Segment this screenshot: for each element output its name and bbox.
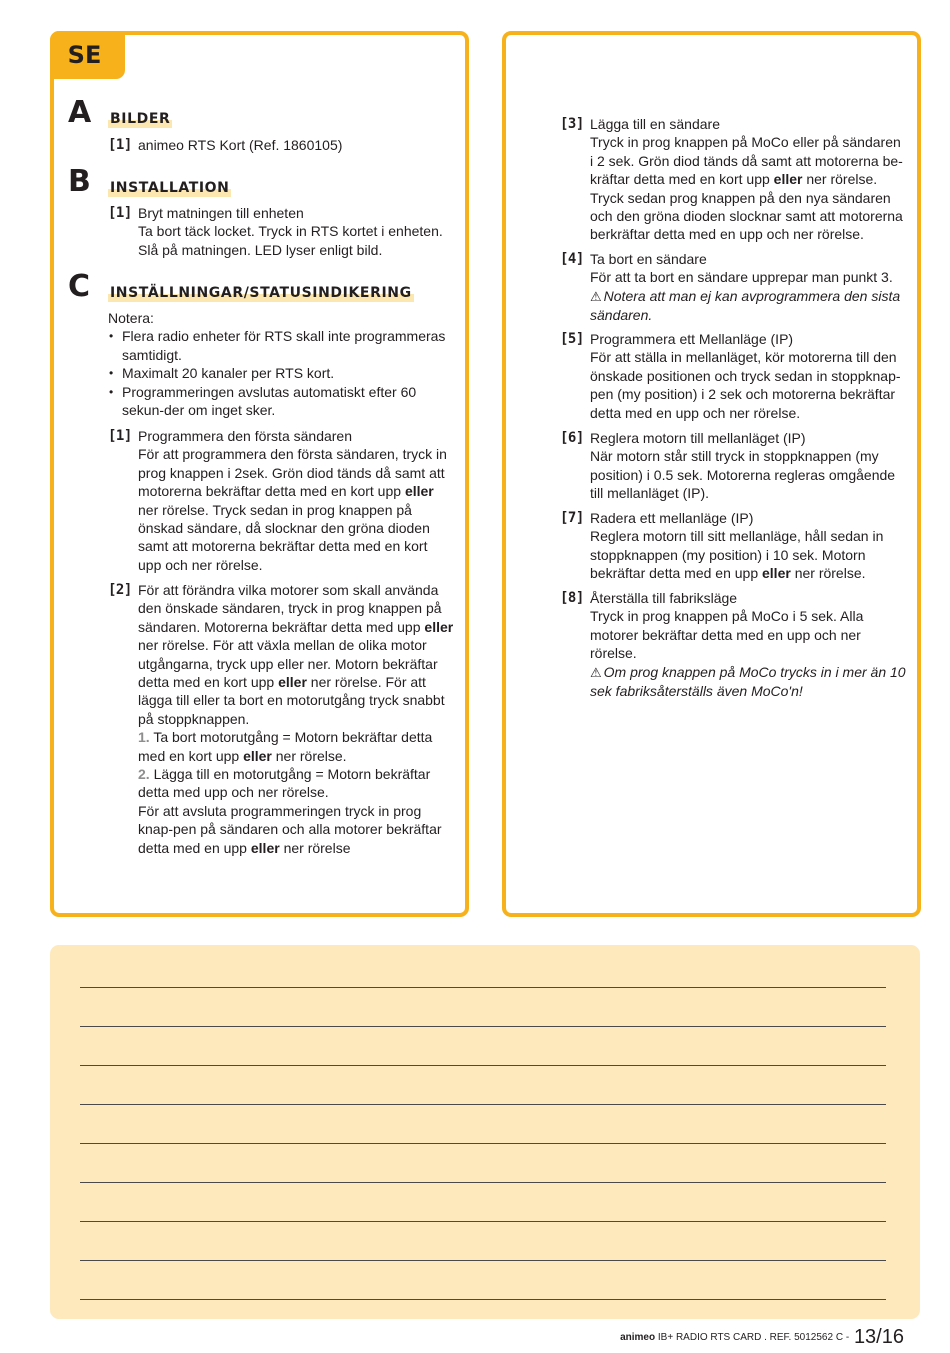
item-title: Lägga till en sändare bbox=[590, 116, 720, 132]
sub-item: 1. Ta bort motorutgång = Motorn bekräftar detta med en kort upp eller ner rörelse. bbox=[138, 729, 433, 764]
item-title: Reglera motorn till mellanläget (IP) bbox=[590, 430, 806, 446]
note-line bbox=[80, 1143, 886, 1144]
item-number: [3] bbox=[560, 116, 584, 132]
warning-note: ⚠ Notera att man ej kan avprogrammera den sista sändaren. bbox=[590, 287, 901, 324]
text-line: Slå på matningen. LED lyser enligt bild. bbox=[138, 241, 383, 258]
note-line bbox=[80, 1104, 886, 1105]
note-line bbox=[80, 1182, 886, 1183]
item-body: Tryck in prog knappen på MoCo i 5 sek. Alla motorer bekräftar detta med en upp och ner rörelse. bbox=[590, 608, 864, 662]
item-number: [1] bbox=[108, 137, 132, 153]
section-c-title: INSTÄLLNINGAR/STATUSINDIKERING bbox=[110, 285, 412, 301]
section-b-letter: B bbox=[68, 164, 91, 199]
section-c-letter: C bbox=[68, 269, 91, 304]
item-text bbox=[590, 429, 906, 503]
item-text bbox=[138, 204, 458, 259]
section-a-title: BILDER bbox=[110, 111, 171, 127]
bullet-list bbox=[108, 327, 453, 419]
language-tab: SE bbox=[50, 31, 125, 79]
item-title: Programmera den första sändaren bbox=[138, 428, 352, 444]
warning-icon: ⚠ bbox=[590, 288, 602, 304]
item-body: För att ställa in mellanläget, kör motorerna till den önskade positionen och tryck sedan in stoppknap-pen (my position) i 2 sek och motorerna bekräftar detta med en upp och ner rörelse. bbox=[590, 349, 901, 421]
item-text: animeo RTS Kort (Ref. 1860105) bbox=[138, 137, 343, 153]
item-number: [8] bbox=[560, 590, 584, 606]
note-line bbox=[80, 1065, 886, 1066]
text-line: Ta bort täck locket. Tryck in RTS kortet i enheten. bbox=[138, 223, 443, 240]
note-line bbox=[80, 1260, 886, 1261]
item-body: För att förändra vilka motorer som skall använda den önskade sändaren, tryck in prog knappen på sändaren. Motorerna bekräftar detta med upp eller ner rörelse. För att växla mellan de olika motor utgångarna, tryck upp eller ner. Motorn bekräftar detta med en kort upp eller ner rörelse. För att lägga till eller ta bort en motorutgång tryck snabbt på stoppknappen. bbox=[138, 582, 454, 727]
item-number: [6] bbox=[560, 430, 584, 446]
item-body: För att programmera den första sändaren, tryck in prog knappen i 2sek. Grön diod tänds då samt att motorerna bekräftar detta med en kort upp eller ner rörelse. Tryck sedan in prog knappen på önskad sändare, då slocknar den gröna dioden samt att motorerna bekräftar detta med en kort upp och ner rörelse. bbox=[138, 446, 447, 573]
item-text bbox=[590, 509, 906, 583]
item-title: Programmera ett Mellanläge (IP) bbox=[590, 331, 794, 347]
item-number: [4] bbox=[560, 251, 584, 267]
item-title: Ta bort en sändare bbox=[590, 251, 707, 267]
note-label: Notera: bbox=[108, 310, 154, 326]
warning-icon: ⚠ bbox=[590, 664, 602, 680]
item-title: Återställa till fabriksläge bbox=[590, 590, 738, 606]
item-text bbox=[590, 250, 906, 325]
notes-block bbox=[108, 309, 453, 419]
item-text bbox=[590, 330, 906, 422]
item-body: För att ta bort en sändare upprepar man punkt 3. bbox=[590, 269, 893, 286]
page-number: 13/16 bbox=[853, 1326, 904, 1348]
item-text bbox=[138, 581, 454, 857]
item-number: [5] bbox=[560, 331, 584, 347]
footer-doc-ref: IB+ RADIO RTS CARD . REF. 5012562 C - bbox=[655, 1332, 852, 1343]
item-body: Reglera motorn till sitt mellanläge, håll sedan in stoppknappen (my position) i 10 sek. Motorn bekräftar detta med en upp eller ner rörelse. bbox=[590, 528, 884, 582]
section-a-letter: A bbox=[68, 95, 92, 130]
footer-brand: animeo bbox=[620, 1332, 656, 1343]
page-footer bbox=[620, 1326, 904, 1349]
item-number: [1] bbox=[108, 428, 132, 444]
bullet-item: • Programmeringen avslutas automatiskt efter 60 sekun-der om inget sker. bbox=[108, 383, 453, 420]
notes-area bbox=[50, 945, 920, 1319]
item-text bbox=[590, 115, 906, 244]
item-body: För att avsluta programmeringen tryck in prog knap-pen på sändaren och alla motorer bekräftar detta med en upp eller ner rörelse bbox=[138, 802, 442, 856]
note-line bbox=[80, 1026, 886, 1027]
item-number: [2] bbox=[108, 582, 132, 598]
bullet-item: • Maximalt 20 kanaler per RTS kort. bbox=[108, 364, 453, 382]
item-number: [1] bbox=[108, 205, 132, 221]
sub-item: 2. Lägga till en motorutgång = Motorn bekräftar detta med upp och ner rörelse. bbox=[138, 766, 431, 801]
note-line bbox=[80, 1221, 886, 1222]
note-line bbox=[80, 1299, 886, 1300]
item-body: Tryck in prog knappen på MoCo eller på sändaren i 2 sek. Grön diod tänds då samt att motorerna be-kräftar detta med en kort upp eller ner rörelse. Tryck sedan prog knappen på den nya sändaren och den gröna dioden slocknar samt att motorerna berkräftar detta med en upp och ner rörelse. bbox=[590, 134, 903, 243]
item-body: När motorn står still tryck in stoppknappen (my position) i 0.5 sek. Motorerna regleras omgående till mellanläget (IP). bbox=[590, 448, 896, 502]
note-line bbox=[80, 987, 886, 988]
text-line: Bryt matningen till enheten bbox=[138, 205, 304, 221]
item-title: Radera ett mellanläge (IP) bbox=[590, 510, 754, 526]
bullet-item: • Flera radio enheter för RTS skall inte programmeras samtidigt. bbox=[108, 327, 453, 364]
item-text bbox=[590, 589, 906, 700]
item-text bbox=[138, 427, 454, 574]
item-number: [7] bbox=[560, 510, 584, 526]
warning-note: ⚠ Om prog knappen på MoCo trycks in i mer än 10 sek fabriksåterställs även MoCo'n! bbox=[590, 663, 906, 700]
section-b-title: INSTALLATION bbox=[110, 180, 230, 196]
